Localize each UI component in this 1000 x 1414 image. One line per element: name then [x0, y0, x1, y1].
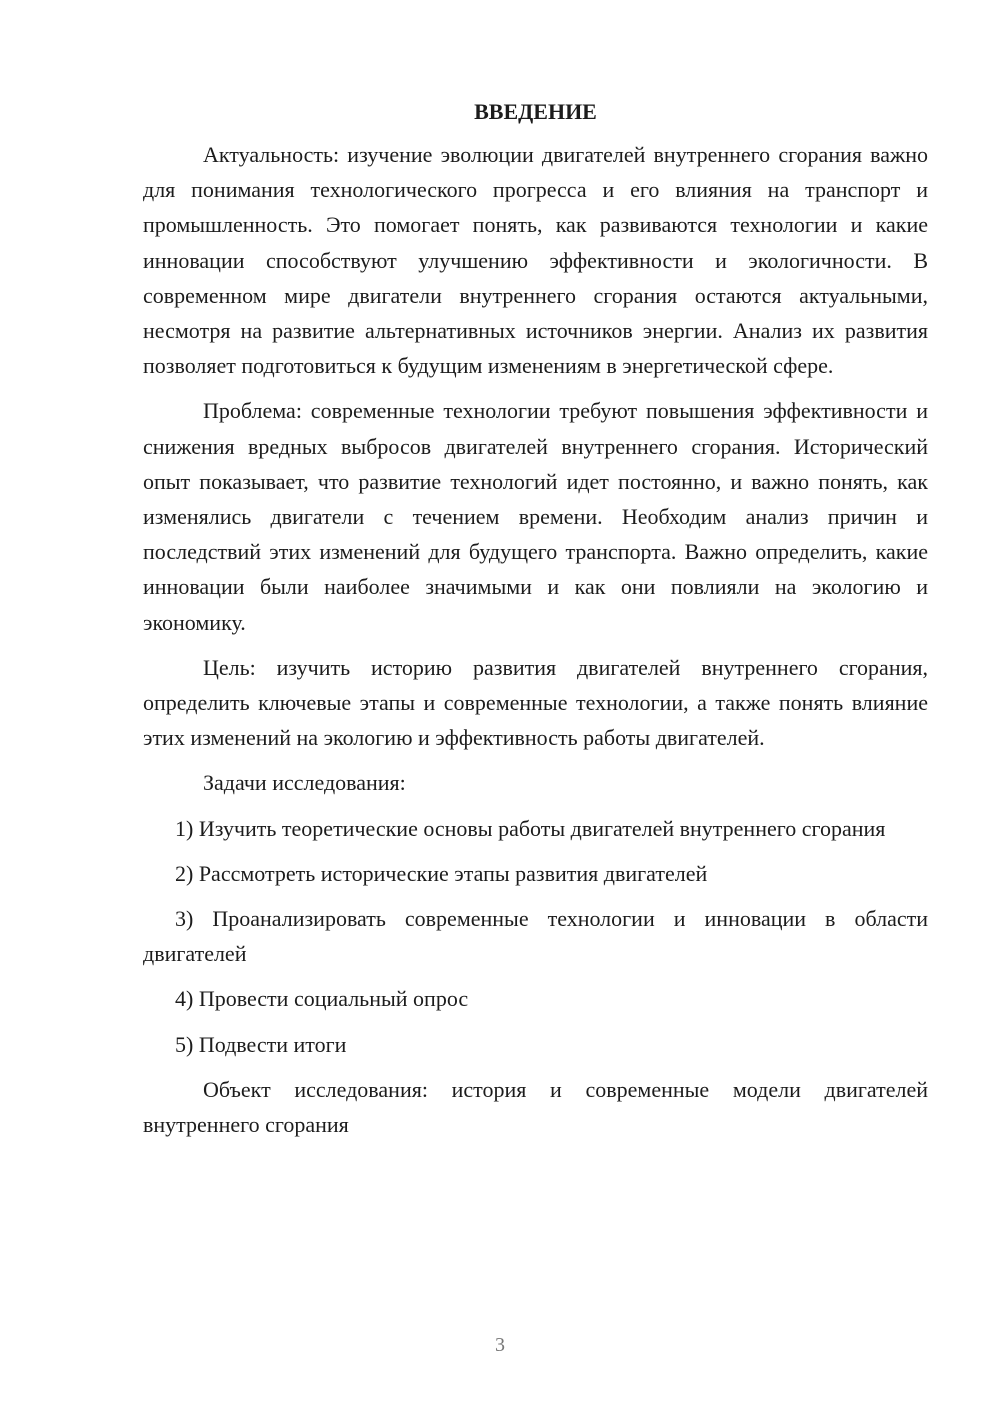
object-paragraph: Объект исследования: история и современные модели двигателей внутреннего сгорания [143, 1076, 928, 1138]
relevance-paragraph: Актуальность: изучение эволюции двигателей внутреннего сгорания важно для понимания технологического прогресса и его влияния на транспорт и промышленность. Это помогает понять, как развиваются технологии и какие инновации способствуют улучшению эффективности и экологичности. В современном мире двигатели внутреннего сгорания остаются актуальными, несмотря на развитие альтернативных источников энергии. Анализ их развития позволяет подготовиться к будущим изменениям в энергетической сфере. [143, 142, 928, 379]
task-item: 3) Проанализировать современные технологии и инновации в области двигателей [143, 906, 928, 967]
task-item: 4) Провести социальный опрос [175, 986, 469, 1012]
goal-paragraph: Цель: изучить историю развития двигателей внутреннего сгорания, определить ключевые этапы и современные технологии, а также понять влияние этих изменений на экологию и эффективность работы двигателей. [143, 654, 928, 751]
tasks-heading: Задачи исследования: [203, 770, 406, 796]
page-content [143, 94, 928, 1152]
problem-paragraph: Проблема: современные технологии требуют повышения эффективности и снижения вредных выбросов двигателей внутреннего сгорания. Исторический опыт показывает, что развитие технологий идет постоянно, и важно понять, как изменялись двигатели с течением времени. Необходим анализ причин и последствий этих изменений для будущего транспорта. Важно определить, какие инновации были наиболее значимыми и как они повлияли на экологию и экономику. [143, 398, 928, 635]
page-number: 3 [495, 1334, 505, 1356]
task-item: 2) Рассмотреть исторические этапы развития двигателей [175, 860, 708, 886]
task-item: 1) Изучить теоретические основы работы двигателей внутреннего сгорания [175, 815, 886, 841]
task-item: 5) Подвести итоги [175, 1031, 347, 1057]
section-title: ВВЕДЕНИЕ [474, 99, 597, 124]
